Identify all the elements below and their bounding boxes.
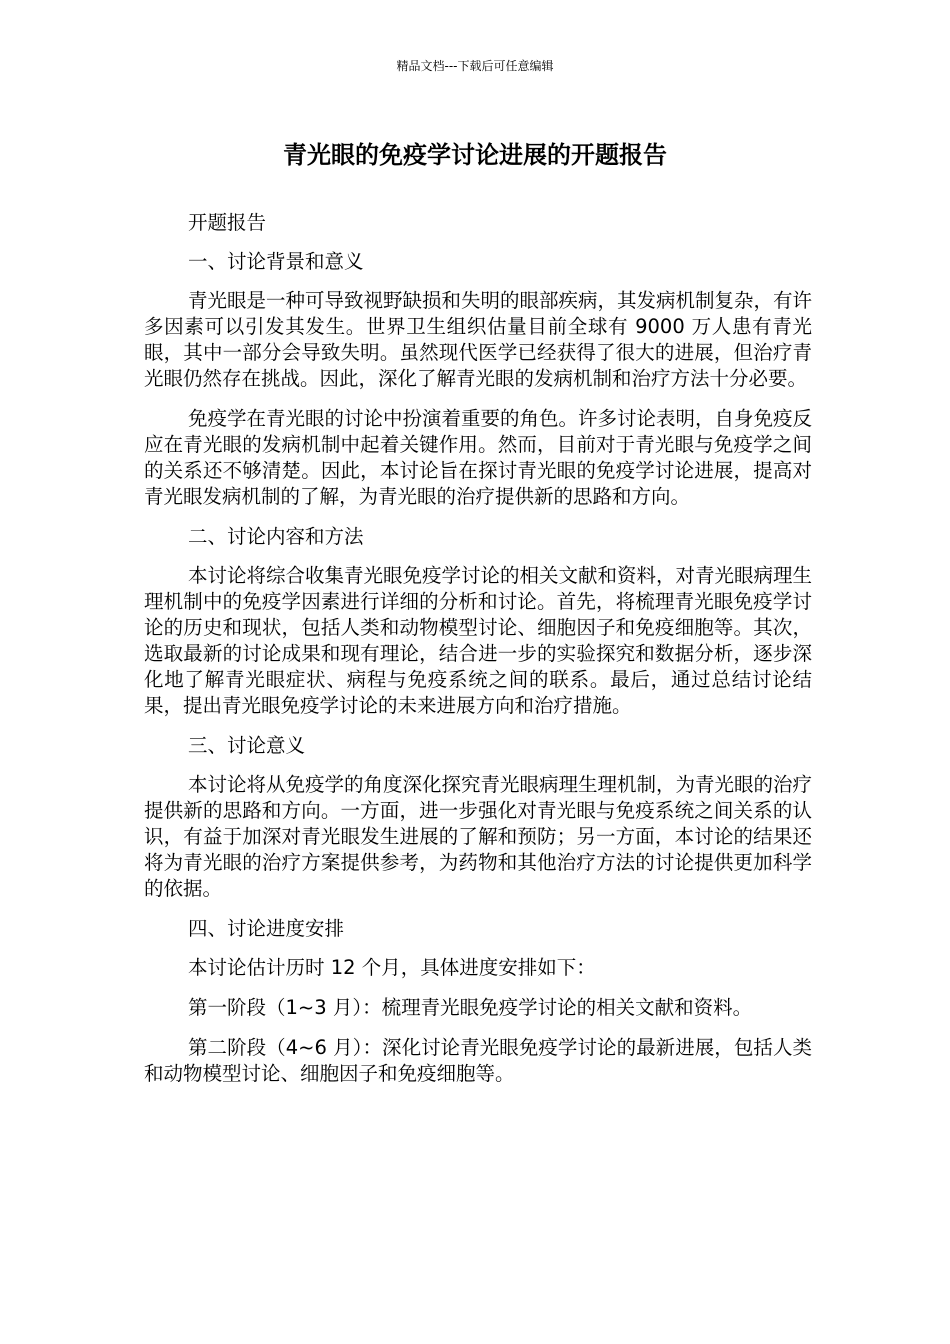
paragraph-background-2: 免疫学在青光眼的讨论中扮演着重要的角色。许多讨论表明，自身免疫反应在青光眼的发病机制中起着关键作用。然而，目前对于青光眼与免疫学之间的关系还不够清楚。因此，本讨论旨在探讨青光眼的免疫学讨论进展，提高对青光眼发病机制的了解，为青光眼的治疗提供新的思路和方向。 bbox=[144, 407, 813, 508]
paragraph-schedule-intro: 本讨论估计历时 12 个月，具体进度安排如下： bbox=[188, 956, 596, 979]
document-body bbox=[144, 210, 812, 1101]
section-heading-content-method: 二、讨论内容和方法 bbox=[188, 525, 364, 548]
page-header: 精品文档---下载后可任意编辑 bbox=[396, 59, 554, 73]
document-title: 青光眼的免疫学讨论进展的开题报告 bbox=[283, 141, 667, 169]
paragraph-schedule-phase-2: 第二阶段（4~6 月）：深化讨论青光眼免疫学讨论的最新进展，包括人类和动物模型讨论、细胞因子和免疫细胞等。 bbox=[144, 1036, 812, 1085]
paragraph-significance: 本讨论将从免疫学的角度深化探究青光眼病理生理机制，为青光眼的治疗提供新的思路和方向。一方面，进一步强化对青光眼与免疫系统之间关系的认识，有益于加深对青光眼发生进展的了解和预防；另一方面，本讨论的结果还将为青光眼的治疗方案提供参考，为药物和其他治疗方法的讨论提供更加科学的依据。 bbox=[144, 773, 813, 900]
section-heading-significance: 三、讨论意义 bbox=[188, 734, 306, 757]
section-heading-background: 一、讨论背景和意义 bbox=[188, 250, 364, 273]
section-heading-schedule: 四、讨论进度安排 bbox=[188, 917, 345, 940]
paragraph-background-1: 青光眼是一种可导致视野缺损和失明的眼部疾病，其发病机制复杂，有许多因素可以引发其发生。世界卫生组织估量目前全球有 9000 万人患有青光眼，其中一部分会导致失明。虽然现代医学已经获得了很大的进展，但治疗青光眼仍然存在挑战。因此，深化了解青光眼的发病机制和治疗方法十分必要。 bbox=[144, 289, 813, 390]
section-label-report: 开题报告 bbox=[188, 211, 267, 234]
paragraph-content-method: 本讨论将综合收集青光眼免疫学讨论的相关文献和资料，对青光眼病理生理机制中的免疫学因素进行详细的分析和讨论。首先，将梳理青光眼免疫学讨论的历史和现状，包括人类和动物模型讨论、细胞因子和免疫细胞等。其次，选取最新的讨论成果和现有理论，结合进一步的实验探究和数据分析，逐步深化地了解青光眼症状、病程与免疫系统之间的联系。最后，通过总结讨论结果，提出青光眼免疫学讨论的未来进展方向和治疗措施。 bbox=[144, 564, 813, 717]
paragraph-schedule-phase-1: 第一阶段（1~3 月）：梳理青光眼免疫学讨论的相关文献和资料。 bbox=[188, 996, 753, 1019]
